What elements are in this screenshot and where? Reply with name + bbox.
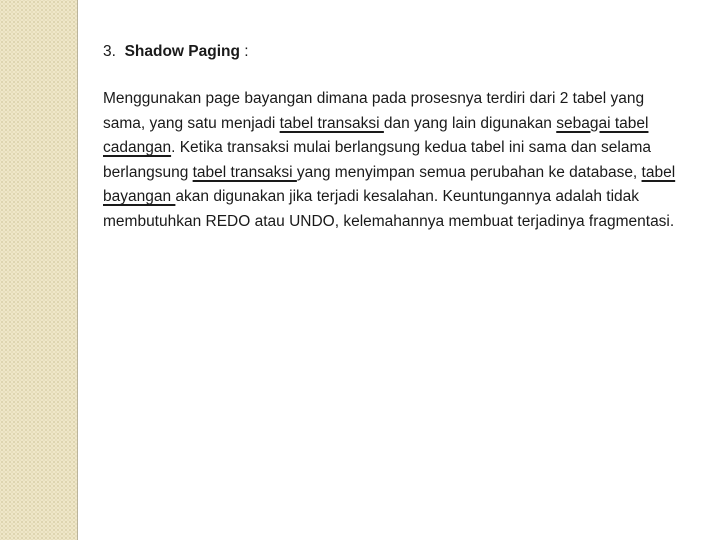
section-heading: [103, 40, 688, 64]
side-divider-line: [77, 0, 78, 540]
underlined-term-tabel-transaksi: tabel transaksi: [279, 114, 384, 132]
decorative-side-band: [0, 0, 77, 540]
section-title-colon: :: [239, 43, 249, 60]
slide-content: [103, 40, 688, 234]
paragraph-segment: yang menyimpan semua perubahan ke database,: [296, 163, 642, 181]
underlined-term-tabel-transaksi: tabel transaksi: [192, 163, 297, 181]
underlined-term-sebagai-tabel-cadangan: sebagai tabel cadangan: [103, 114, 649, 156]
paragraph-segment: dan yang lain digunakan: [383, 114, 557, 132]
body-paragraph: [103, 87, 688, 234]
paragraph-segment: Menggunakan page bayangan dimana pada prosesnya terdiri dari 2 tabel yang sama, yang satu menjadi: [103, 90, 645, 132]
underlined-term-tabel-bayangan: tabel bayangan: [103, 163, 676, 205]
section-number: 3.: [103, 43, 116, 60]
paragraph-segment: akan digunakan jika terjadi kesalahan. Keuntungannya adalah tidak membutuhkan REDO atau UNDO, kelemahannya membuat terjadinya fragmentasi.: [103, 188, 675, 230]
paragraph-segment: . Ketika transaksi mulai berlangsung kedua tabel ini sama dan selama berlangsung: [103, 139, 652, 181]
section-title: Shadow Paging: [124, 43, 240, 60]
